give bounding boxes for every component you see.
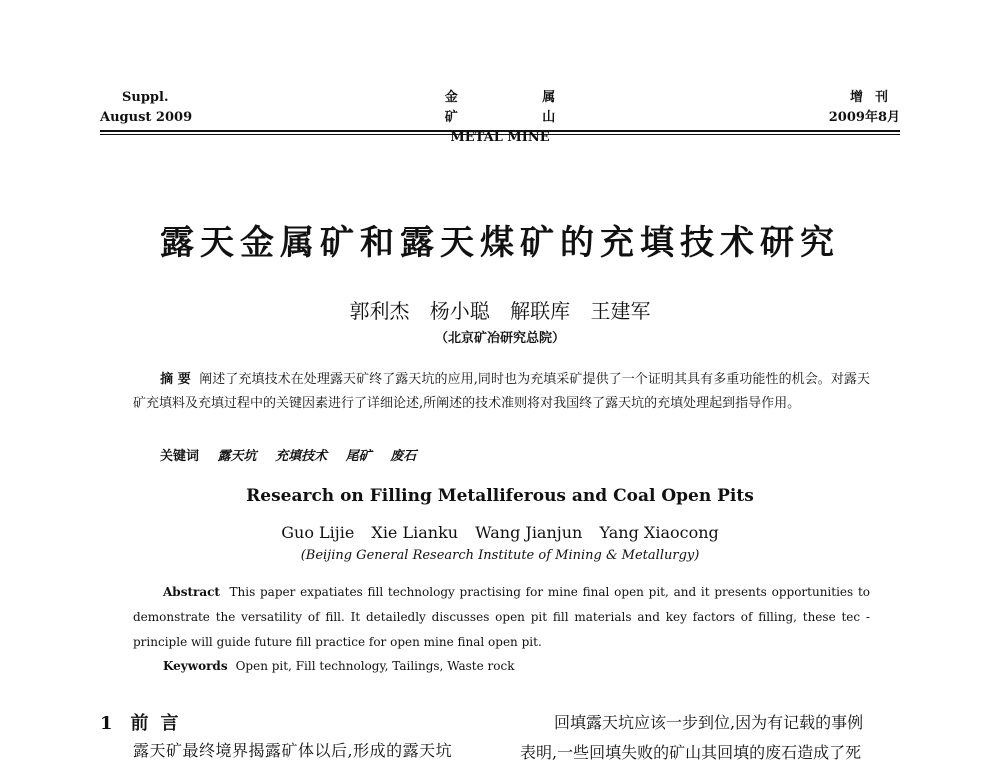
authors-zh: 郭利杰 杨小聪 解联库 王建军 bbox=[349, 299, 651, 323]
keyword-zh: 废石 bbox=[390, 449, 417, 464]
keywords-zh-label: 关键词 bbox=[160, 449, 200, 464]
paper-title-zh: 露天金属矿和露天煤矿的充填技术研究 bbox=[160, 223, 840, 263]
body-text-left: 露天矿最终境界揭露矿体以后,形成的露天坑 bbox=[133, 741, 453, 760]
journal-name-zh: 金 属 矿 山 bbox=[444, 90, 596, 125]
author-en: Guo Lijie bbox=[281, 523, 355, 542]
header-supplement-zh: 增刊 bbox=[849, 90, 900, 105]
header-left bbox=[100, 88, 192, 128]
header-rule-thick bbox=[100, 130, 900, 132]
journal-header bbox=[100, 88, 900, 145]
body-right-line1: 回填露天坑应该一步到位,因为有记载的事例 bbox=[554, 713, 864, 732]
abstract-zh-label: 摘 要 bbox=[160, 372, 191, 387]
abstract-zh-text: 阐述了充填技术在处理露天矿终了露天坑的应用,同时也为充填采矿提供了一个证明其具有多重功能性的机会。对露天矿充填料及充填过程中的关键因素进行了详细论述,所阐述的技术准则将对我国终了露天坑的充填处理起到指导作用。 bbox=[133, 372, 871, 411]
author-en: Xie Lianku bbox=[371, 523, 459, 542]
body-right-line2: 表明,一些回填失败的矿山其回填的废石造成了死 bbox=[520, 743, 862, 762]
abstract-en-label: Abstract bbox=[163, 585, 220, 599]
header-rule-thin bbox=[100, 134, 900, 135]
abstract-en bbox=[133, 580, 870, 655]
keyword-zh: 尾矿 bbox=[345, 449, 372, 464]
keywords-en-label: Keywords bbox=[163, 659, 228, 673]
affiliation-zh: （北京矿冶研究总院） bbox=[434, 331, 565, 346]
author-en: Wang Jianjun bbox=[475, 523, 583, 542]
header-date-zh: 2009年8月 bbox=[828, 110, 900, 125]
section-number: 1 bbox=[100, 713, 113, 734]
keywords-en-text: Open pit, Fill technology, Tailings, Waste rock bbox=[235, 659, 515, 673]
keywords-zh bbox=[160, 445, 430, 464]
header-suppl: Suppl. bbox=[122, 90, 169, 105]
keyword-zh: 露天坑 bbox=[217, 449, 257, 464]
keywords-en bbox=[163, 659, 514, 673]
keyword-zh: 充填技术 bbox=[275, 449, 328, 464]
header-date-en: August 2009 bbox=[100, 110, 193, 125]
body-text-right bbox=[520, 708, 900, 768]
header-center bbox=[400, 88, 600, 148]
authors-en bbox=[100, 523, 900, 542]
header-right bbox=[829, 88, 900, 128]
author-en: Yang Xiaocong bbox=[599, 523, 719, 542]
abstract-zh bbox=[133, 368, 870, 416]
section-heading bbox=[100, 709, 191, 735]
affiliation-en: (Beijing General Research Institute of Mining & Metallurgy) bbox=[300, 548, 700, 563]
abstract-en-text: This paper expatiates fill technology practising for mine final open pit, and it presents opportunities to demonstrate the versatility of fill. It detailedly discusses open pit fill materials and key factors of filling, these tec - principle will guide future fill practice for open mine final open pit. bbox=[133, 585, 870, 649]
journal-name-en: METAL MINE bbox=[450, 130, 550, 145]
paper-title-en: Research on Filling Metalliferous and Coal Open Pits bbox=[246, 486, 754, 506]
section-title: 前言 bbox=[130, 713, 191, 734]
